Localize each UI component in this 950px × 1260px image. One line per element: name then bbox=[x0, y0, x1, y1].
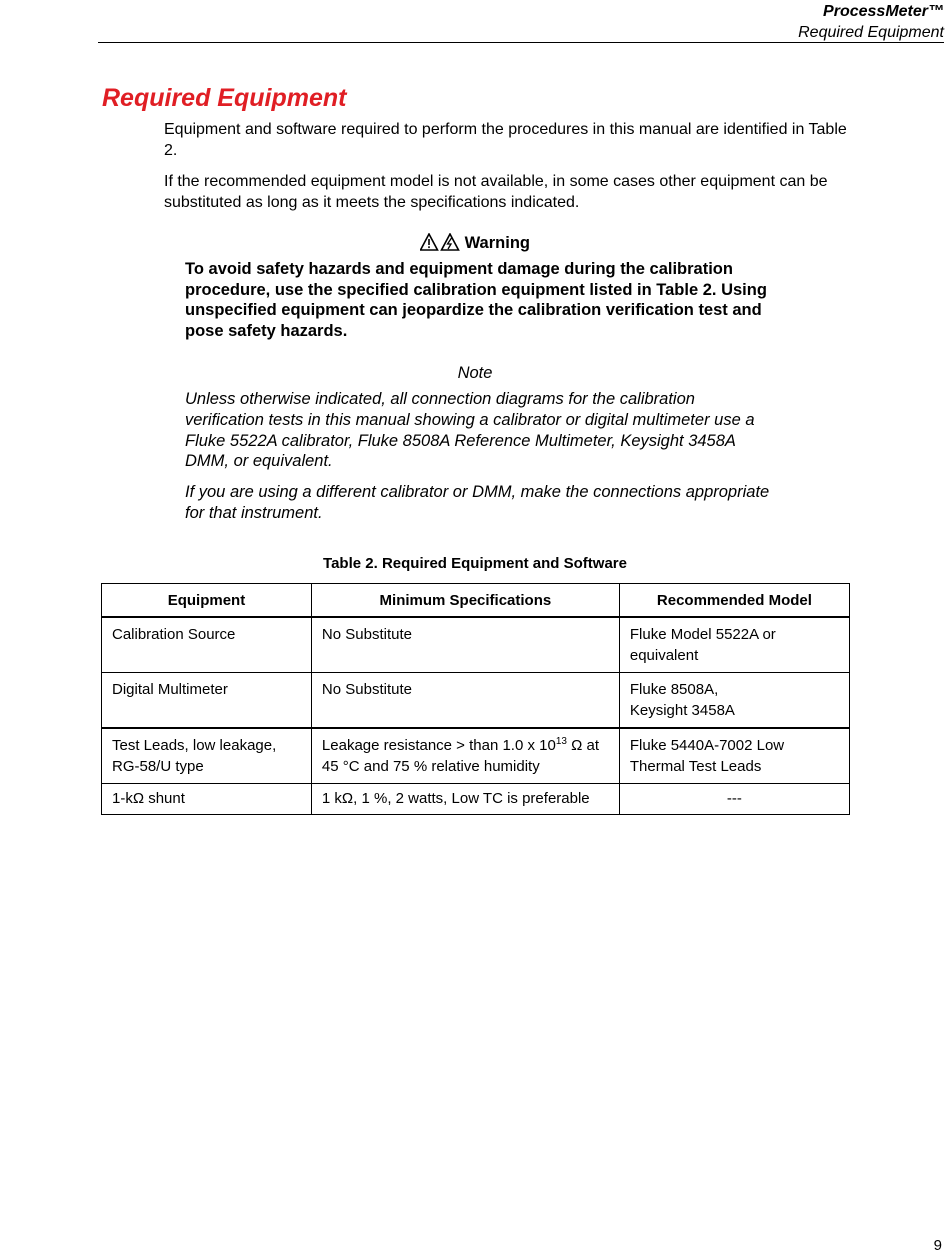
equipment-cell: Test Leads, low leakage, RG-58/U type bbox=[102, 728, 312, 784]
note-paragraph: If you are using a different calibrator or DMM, make the connections appropriate for that instrument. bbox=[185, 483, 770, 522]
substitution-paragraph: If the recommended equipment model is not available, in some cases other equipment can be substituted as long as it meets the specifications indicated. bbox=[164, 173, 828, 211]
column-header-model: Recommended Model bbox=[619, 584, 849, 618]
model-cell: Fluke 5440A-7002 Low Thermal Test Leads bbox=[619, 728, 849, 784]
table-row bbox=[102, 728, 850, 784]
hazard-warning-icon bbox=[420, 234, 465, 252]
equipment-cell: 1-kΩ shunt bbox=[102, 784, 312, 815]
spec-exponent: 13 bbox=[555, 736, 567, 747]
table-row bbox=[102, 784, 850, 815]
running-header bbox=[798, 1, 944, 43]
equipment-cell: Calibration Source bbox=[102, 617, 312, 673]
table-header-row bbox=[102, 584, 850, 618]
header-section-title: Required Equipment bbox=[798, 24, 944, 41]
column-header-equipment: Equipment bbox=[102, 584, 312, 618]
section-title: Required Equipment bbox=[102, 84, 347, 112]
model-line: Fluke 8508A, bbox=[629, 681, 719, 698]
note-paragraph: Unless otherwise indicated, all connection diagrams for the calibration verification tests in this manual showing a calibrator or digital multimeter use a Fluke 5522A calibrator, Fluke 8508A Reference Multimeter, Keysight 3458A DMM, or equivalent. bbox=[185, 390, 755, 471]
note-heading: Note bbox=[457, 364, 493, 382]
header-divider bbox=[98, 42, 944, 43]
spec-cell bbox=[311, 728, 619, 784]
page-number: 9 bbox=[933, 1237, 942, 1254]
column-header-specifications: Minimum Specifications bbox=[311, 584, 619, 618]
table-caption: Table 2. Required Equipment and Software bbox=[323, 555, 627, 572]
model-line: Keysight 3458A bbox=[629, 701, 735, 719]
spec-text: Leakage resistance > than 1.0 x 10 bbox=[321, 737, 556, 754]
spec-text: Ω at 45 °C and 75 % relative humidity bbox=[321, 737, 600, 775]
warning-label: Warning bbox=[464, 234, 530, 252]
equipment-cell: Digital Multimeter bbox=[102, 673, 312, 729]
header-product-title: ProcessMeter™ bbox=[823, 3, 944, 20]
spec-cell: 1 kΩ, 1 %, 2 watts, Low TC is preferable bbox=[311, 784, 619, 815]
spec-cell: No Substitute bbox=[311, 617, 619, 673]
table-row bbox=[102, 673, 850, 729]
spec-cell: No Substitute bbox=[311, 673, 619, 729]
model-cell: Fluke Model 5522A or equivalent bbox=[619, 617, 849, 673]
model-cell: --- bbox=[619, 784, 849, 815]
warning-heading bbox=[0, 232, 950, 254]
warning-text: To avoid safety hazards and equipment damage during the calibration procedure, use the specified calibration equipment listed in Table 2. Using unspecified equipment can jeopardize the calibration verification test and pose safety hazards. bbox=[185, 260, 767, 341]
required-equipment-table bbox=[101, 583, 850, 815]
model-cell bbox=[619, 673, 849, 729]
intro-paragraph: Equipment and software required to perform the procedures in this manual are identified in Table 2. bbox=[164, 121, 847, 159]
table-row bbox=[102, 617, 850, 673]
